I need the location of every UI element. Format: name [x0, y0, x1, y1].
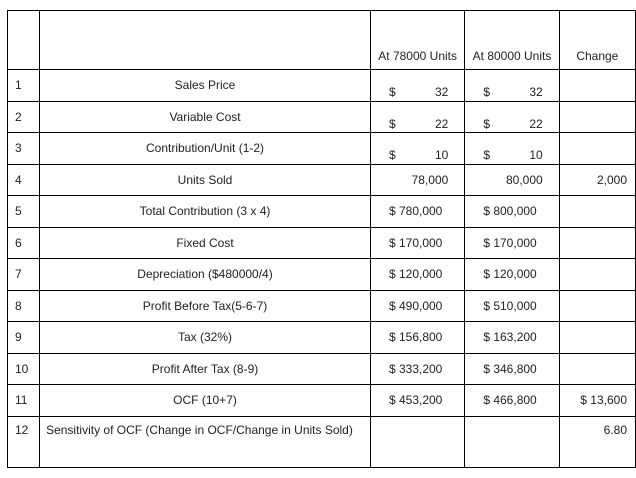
row-number: 3 — [8, 133, 40, 165]
row-label: Sales Price — [40, 70, 371, 102]
header-change: Change — [559, 11, 635, 70]
cell-change — [559, 353, 635, 385]
row-number: 9 — [8, 322, 40, 354]
table-row — [8, 164, 636, 196]
table-row — [8, 290, 636, 322]
cell-80000: $ 120,000 — [465, 259, 559, 291]
row-number: 12 — [8, 416, 40, 467]
row-number: 6 — [8, 227, 40, 259]
cell-value: 32 — [529, 85, 543, 100]
cell-78000: $ 453,200 — [370, 385, 464, 417]
table-row — [8, 101, 636, 133]
cell-80000 — [465, 101, 559, 133]
cell-80000 — [465, 416, 559, 467]
cell-change — [559, 101, 635, 133]
row-number: 8 — [8, 290, 40, 322]
row-label: Variable Cost — [40, 101, 371, 133]
row-label: Profit After Tax (8-9) — [40, 353, 371, 385]
row-number: 4 — [8, 164, 40, 196]
cell-78000: $ 120,000 — [370, 259, 464, 291]
table-row — [8, 133, 636, 165]
cell-80000 — [465, 133, 559, 165]
header-80000-units: At 80000 Units — [465, 11, 559, 70]
currency-symbol: $ — [388, 148, 396, 163]
currency-symbol: $ — [388, 116, 396, 131]
header-label — [40, 11, 371, 70]
row-label: Units Sold — [40, 164, 371, 196]
cell-80000: $ 346,800 — [465, 353, 559, 385]
cell-change — [559, 196, 635, 228]
cell-change — [559, 259, 635, 291]
table-row — [8, 259, 636, 291]
row-label: Profit Before Tax(5-6-7) — [40, 290, 371, 322]
cell-80000: 80,000 — [465, 164, 559, 196]
cell-78000: $ 490,000 — [370, 290, 464, 322]
cell-78000: $ 780,000 — [370, 196, 464, 228]
table-row — [8, 322, 636, 354]
row-label: Sensitivity of OCF (Change in OCF/Change in Units Sold) — [40, 416, 371, 467]
ocf-sensitivity-table — [7, 10, 636, 468]
row-number: 5 — [8, 196, 40, 228]
cell-78000 — [370, 101, 464, 133]
cell-change: $ 13,600 — [559, 385, 635, 417]
row-number: 1 — [8, 70, 40, 102]
table-row — [8, 416, 636, 467]
row-number: 10 — [8, 353, 40, 385]
cell-80000: $ 510,000 — [465, 290, 559, 322]
cell-value: 10 — [434, 148, 449, 163]
cell-78000 — [370, 70, 464, 102]
cell-80000: $ 800,000 — [465, 196, 559, 228]
cell-78000 — [370, 133, 464, 165]
cell-change — [559, 322, 635, 354]
currency-symbol: $ — [483, 116, 491, 131]
table-row — [8, 196, 636, 228]
table-row — [8, 353, 636, 385]
cell-value: 22 — [529, 116, 543, 131]
cell-change: 6.80 — [559, 416, 635, 467]
row-number: 7 — [8, 259, 40, 291]
cell-80000: $ 170,000 — [465, 227, 559, 259]
currency-symbol: $ — [388, 85, 396, 100]
currency-symbol: $ — [483, 148, 491, 163]
header-78000-units: At 78000 Units — [370, 11, 464, 70]
header-row — [8, 11, 636, 70]
table-row — [8, 227, 636, 259]
cell-78000: $ 156,800 — [370, 322, 464, 354]
cell-78000 — [370, 416, 464, 467]
row-label: Depreciation ($480000/4) — [40, 259, 371, 291]
row-label: OCF (10+7) — [40, 385, 371, 417]
cell-value: 10 — [529, 148, 543, 163]
row-label: Total Contribution (3 x 4) — [40, 196, 371, 228]
cell-change — [559, 290, 635, 322]
cell-value: 32 — [434, 85, 449, 100]
row-number: 11 — [8, 385, 40, 417]
cell-change — [559, 133, 635, 165]
table-row — [8, 70, 636, 102]
row-label: Fixed Cost — [40, 227, 371, 259]
cell-80000 — [465, 70, 559, 102]
cell-80000: $ 163,200 — [465, 322, 559, 354]
row-label: Contribution/Unit (1-2) — [40, 133, 371, 165]
cell-change: 2,000 — [559, 164, 635, 196]
cell-78000: 78,000 — [370, 164, 464, 196]
cell-value: 22 — [434, 116, 449, 131]
cell-78000: $ 333,200 — [370, 353, 464, 385]
currency-symbol: $ — [483, 85, 491, 100]
row-number: 2 — [8, 101, 40, 133]
row-label: Tax (32%) — [40, 322, 371, 354]
cell-change — [559, 70, 635, 102]
cell-change — [559, 227, 635, 259]
header-num — [8, 11, 40, 70]
table-row — [8, 385, 636, 417]
cell-78000: $ 170,000 — [370, 227, 464, 259]
cell-80000: $ 466,800 — [465, 385, 559, 417]
